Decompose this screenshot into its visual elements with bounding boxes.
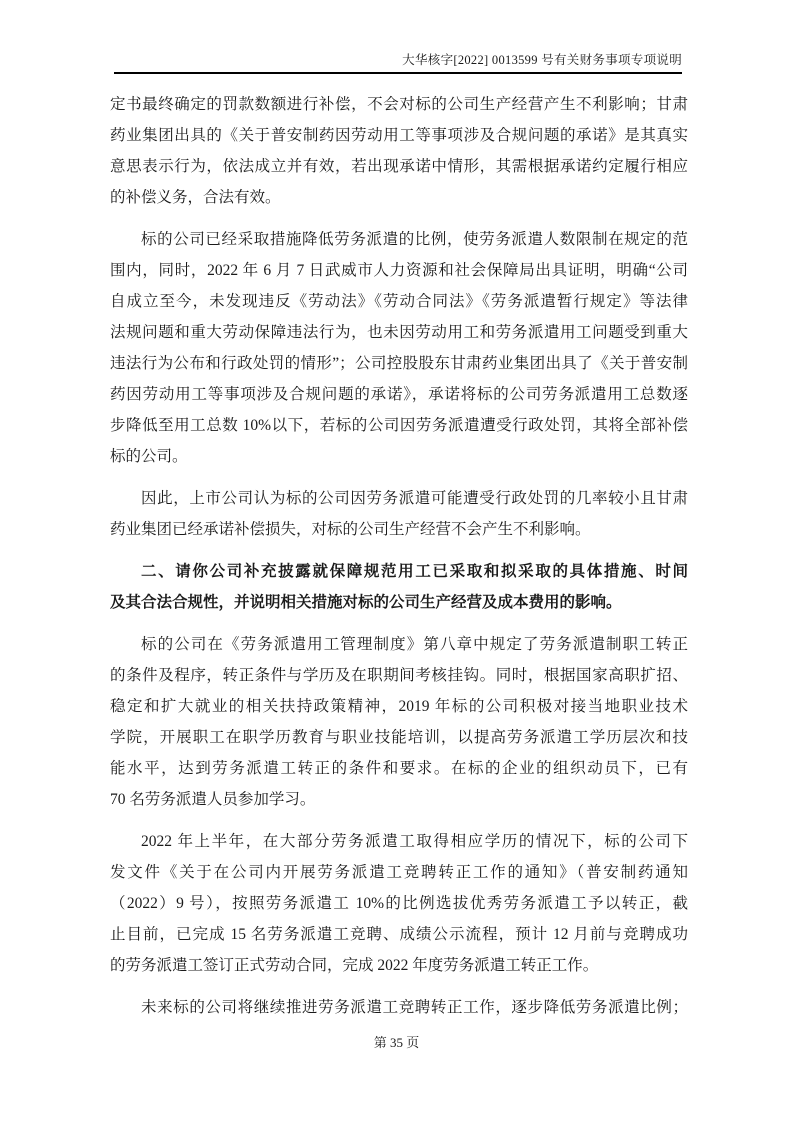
section-heading: [110, 556, 688, 618]
text-line: 未来标的公司将继续推进劳务派遣工竞聘转正工作，逐步降低劳务派遣比例；: [141, 999, 688, 1016]
text-line: 的劳务派遣工签订正式劳动合同，完成 2022 年度劳务派遣工转正工作。: [110, 957, 599, 974]
text-line: 的条件及程序，转正条件与学历及在职期间考核挂钩。同时，根据国家高职扩招、: [110, 667, 688, 684]
text-line: 标的公司。: [110, 448, 188, 465]
paragraph: [110, 483, 688, 545]
text-line: 能水平，达到劳务派遣工转正的条件和要求。在标的企业的组织动员下，已有: [110, 760, 688, 777]
text-line: 发文件《关于在公司内开展劳务派遣工竞聘转正工作的通知》（普安制药通知: [110, 864, 688, 881]
text-line: 2022 年上半年，在大部分劳务派遣工取得相应学历的情况下，标的公司下: [141, 833, 688, 850]
text-line: 药业集团已经承诺补偿损失，对标的公司生产经营不会产生不利影响。: [110, 521, 591, 538]
text-line: 步降低至用工总数 10%以下，若标的公司因劳务派遣遭受行政处罚，其将全部补偿: [110, 417, 688, 434]
text-line: 意思表示行为，依法成立并有效，若出现承诺中情形，其需根据承诺约定履行相应: [110, 158, 688, 175]
text-line: 70 名劳务派遣人员参加学习。: [110, 791, 316, 808]
text-line: 药业集团出具的《关于普安制药因劳动用工等事项涉及合规问题的承诺》是其真实: [110, 127, 688, 144]
text-line: 法规问题和重大劳动保障违法行为，也未因劳动用工和劳务派遣用工问题受到重大: [110, 324, 688, 341]
paragraph: [110, 826, 688, 981]
text-line: 稳定和扩大就业的相关扶持政策精神，2019 年标的公司积极对接当地职业技术: [110, 698, 688, 715]
text-line: 二、请你公司补充披露就保障规范用工已采取和拟采取的具体措施、时间: [141, 563, 688, 580]
text-line: 围内，同时，2022 年 6 月 7 日武威市人力资源和社会保障局出具证明，明确“公司: [110, 262, 688, 279]
text-line: 标的公司已经采取措施降低劳务派遣的比例，使劳务派遣人数限制在规定的范: [141, 231, 688, 248]
text-line: （2022）9 号），按照劳务派遣工 10%的比例选拔优秀劳务派遣工予以转正，截: [110, 895, 688, 912]
text-line: 止目前，已完成 15 名劳务派遣工竞聘、成绩公示流程，预计 12 月前与竞聘成功: [110, 926, 688, 943]
paragraph: [110, 89, 688, 213]
text-line: 标的公司在《劳务派遣用工管理制度》第八章中规定了劳务派遣制职工转正: [141, 636, 688, 653]
paragraph: [110, 992, 688, 1023]
text-line: 因此，上市公司认为标的公司因劳务派遣可能遭受行政处罚的几率较小且甘肃: [141, 490, 688, 507]
text-line: 学院，开展职工在职学历教育与职业技能培训，以提高劳务派遣工学历层次和技: [110, 729, 688, 746]
page-number: 第 35 页: [373, 1035, 420, 1050]
paragraph: [110, 224, 688, 472]
text-line: 定书最终确定的罚款数额进行补偿，不会对标的公司生产经营产生不利影响；甘肃: [110, 96, 688, 113]
text-line: 违法行为公布和行政处罚的情形”；公司控股股东甘肃药业集团出具了《关于普安制: [110, 355, 688, 372]
text-line: 的补偿义务，合法有效。: [110, 189, 281, 206]
text-line: 自成立至今，未发现违反《劳动法》《劳动合同法》《劳务派遣暂行规定》等法律: [110, 293, 688, 310]
paragraph: [110, 629, 688, 815]
header-title: 大华核字[2022] 0013599 号有关财务事项专项说明: [402, 53, 682, 67]
page-header: [114, 52, 682, 74]
text-line: 药因劳动用工等事项涉及合规问题的承诺》，承诺将标的公司劳务派遣用工总数逐: [110, 386, 688, 403]
text-line: 及其合法合规性，并说明相关措施对标的公司生产经营及成本费用的影响。: [110, 594, 622, 611]
document-body: [110, 89, 688, 1034]
page-footer: [0, 1033, 793, 1053]
